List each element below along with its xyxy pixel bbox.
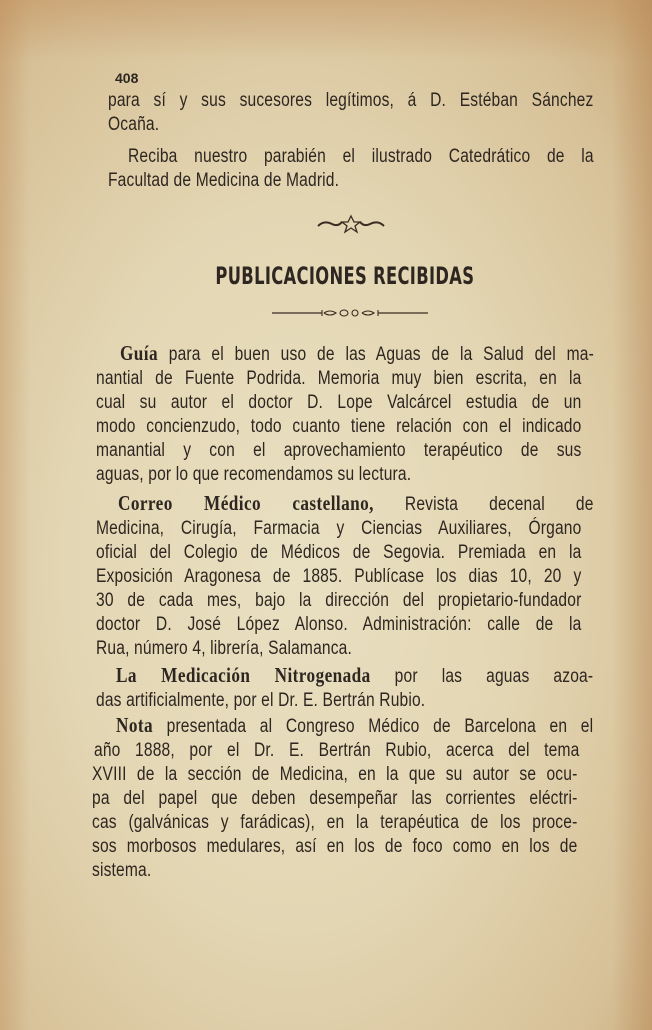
text-line: La Medicación Nitrogenada por las aguas azoa- (116, 663, 594, 687)
text-line: Facultad de Medicina de Madrid. (108, 170, 340, 191)
entry-title: Guía (120, 341, 159, 365)
text-line: Medicina, Cirugía, Farmacia y Ciencias Auxiliares, Órgano (96, 518, 582, 539)
section-title: PUBLICACIONES RECIBIDAS (215, 262, 475, 290)
text-line: Guía para el buen uso de las Aguas de la Salud del ma- (120, 341, 594, 365)
text-line: aguas, por lo que recomendamos su lectura. (96, 464, 412, 485)
floral-ornament-icon (316, 214, 386, 234)
text-line: cas (galvánicas y farádicas), en la terapéutica de los proce- (92, 812, 578, 833)
text-line: Rua, número 4, librería, Salamanca. (96, 638, 353, 659)
paper-shading-left (0, 0, 30, 1030)
text-line: sistema. (92, 860, 152, 881)
entry-title: La Medicación Nitrogenada (116, 663, 371, 687)
text-line: Reciba nuestro parabién el ilustrado Catedrático de la (128, 146, 594, 167)
entry-title: Correo Médico castellano, (118, 491, 374, 515)
text-line: nantial de Fuente Podrida. Memoria muy bien escrita, en la (96, 368, 582, 389)
text-line: manantial y con el aprovechamiento terapéutico de sus (96, 440, 582, 461)
text-line: para sí y sus sucesores legítimos, á D. Estéban Sánchez (108, 90, 594, 111)
text-line: das artificialmente, por el Dr. E. Bertrán Rubio. (96, 690, 426, 711)
rule-ornament-icon (270, 308, 430, 318)
entry-title: Nota (116, 713, 154, 737)
text-line: pa del papel que deben desempeñar las corrientes eléctri- (92, 788, 578, 809)
text-line: doctor D. José López Alonso. Administración: calle de la (96, 614, 582, 635)
text-line: Correo Médico castellano, Revista decenal de (118, 491, 594, 515)
text-line: oficial del Colegio de Médicos de Segovia. Premiada en la (96, 542, 582, 563)
paper-shading-right (612, 0, 652, 1030)
text-line: Nota presentada al Congreso Médico de Barcelona en el (116, 713, 594, 737)
text-line: modo concienzudo, todo cuanto tiene relación con el indicado (96, 416, 582, 437)
text-line: Ocaña. (108, 114, 160, 135)
page-number: 408 (115, 70, 139, 86)
text-line: sos morbosos medulares, así en los de foco como en los de (92, 836, 578, 857)
text-line: 30 de cada mes, bajo la dirección del propietario-fundador (96, 590, 582, 611)
text-line: año 1888, por el Dr. E. Bertrán Rubio, acerca del tema (94, 740, 580, 761)
text-line: XVIII de la sección de Medicina, en la que su autor se ocu- (92, 764, 578, 785)
text-line: Exposición Aragonesa de 1885. Publícase los dias 10, 20 y (96, 566, 582, 587)
paper-shading-top (0, 0, 652, 60)
text-line: cual su autor el doctor D. Lope Valcárcel estudia de un (96, 392, 582, 413)
